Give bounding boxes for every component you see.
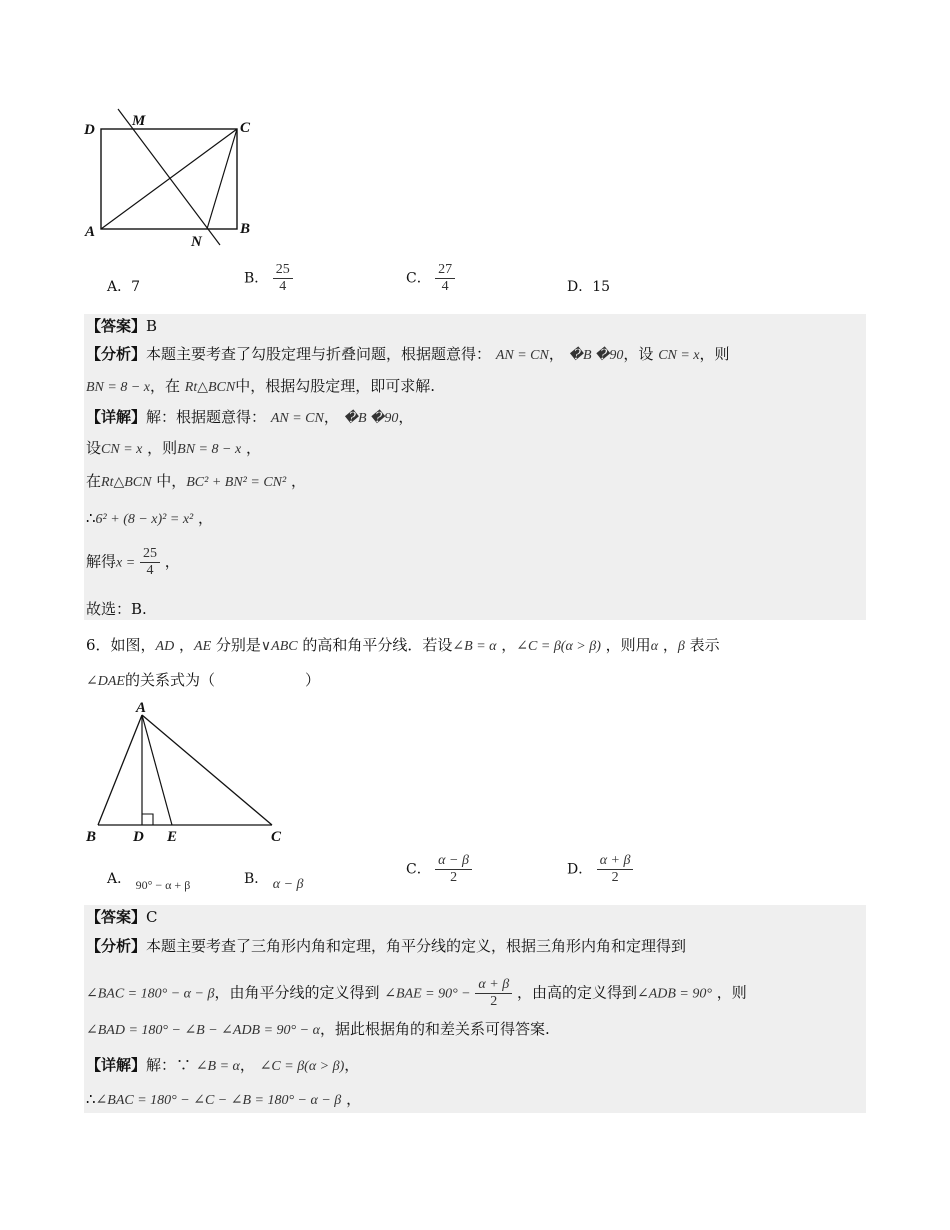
q6-analysis-line-2: ∠BAC = 180° − α − β，由角平分线的定义得到 ∠BAE = 90° − $\frac{\alpha + \beta}{2}$ ，由高的定义得到∠ADB = 90° ，则 (86, 977, 747, 1009)
q6-option-c[interactable]: C． $\frac{\alpha - \beta}{2}$ (406, 853, 472, 886)
q5-answer: 【答案】B (86, 317, 158, 335)
label-B: B (240, 221, 251, 237)
q5-analysis-line-2: BN = 8 − x，在 Rt△BCN中，根据勾股定理，即可求解. (86, 377, 436, 395)
label-A: A (136, 700, 147, 716)
q5-analysis-line-1: 【分析】本题主要考查了勾股定理与折叠问题，根据题意得： AN = CN， �B �90，设 CN = x，则 (86, 345, 730, 363)
q6-answer: 【答案】C (86, 908, 158, 926)
label-C: C (271, 829, 282, 845)
q6-option-d[interactable]: D． $\frac{\alpha + \beta}{2}$ (567, 853, 633, 886)
q5-option-c[interactable]: C． $\frac{27}{4}$ (406, 262, 455, 295)
q5-option-d[interactable]: D．15 (567, 279, 611, 295)
q6-detail-line-1: 【详解】解：∵ ∠B = α， ∠C = β(α > β)， (86, 1056, 360, 1074)
label-D: D (133, 829, 144, 845)
q6-option-b[interactable]: B． α − β (244, 871, 304, 892)
triangle-figure (80, 695, 295, 850)
label-M: M (132, 113, 146, 129)
q5-detail-line-2: 设CN = x ，则BN = 8 − x ， (86, 439, 261, 457)
label-N: N (191, 234, 202, 250)
q6-stem-line-1: 6．如图，AD ，AE 分别是∨ABC 的高和角平分线．若设∠B = α ，∠C = β(α > β) ，则用α ，β 表示 (86, 636, 720, 654)
q6-detail-line-2: ∴∠BAC = 180° − ∠C − ∠B = 180° − α − β ， (86, 1090, 362, 1108)
rectangle-fold-figure (80, 105, 270, 250)
q5-detail-line-6: 故选：B. (86, 600, 147, 618)
label-E: E (167, 829, 178, 845)
q6-option-a[interactable]: A． 90° − α + β (107, 871, 191, 892)
q5-option-b[interactable]: B． $\frac{25}{4}$ (244, 262, 293, 295)
q5-detail-line-1: 【详解】解：根据题意得： AN = CN， �B �90， (86, 408, 414, 426)
label-B: B (86, 829, 97, 845)
q6-stem-line-2: ∠DAE的关系式为（ ） (86, 671, 320, 689)
q6-analysis-line-1: 【分析】本题主要考查了三角形内角和定理，角平分线的定义，根据三角形内角和定理得到 (86, 937, 687, 955)
q5-detail-line-4: ∴6² + (8 − x)² = x² ， (86, 509, 214, 527)
label-D: D (84, 122, 95, 138)
q5-option-a[interactable]: A．7 (107, 279, 141, 295)
q6-analysis-line-3: ∠BAD = 180° − ∠B − ∠ADB = 90° − α，据此根据角的和差关系可得答案. (86, 1020, 550, 1038)
label-C: C (240, 120, 251, 136)
label-A: A (85, 224, 96, 240)
q5-detail-line-3: 在Rt△BCN 中，BC² + BN² = CN² ， (86, 472, 306, 490)
q5-detail-line-5: 解得x = $\frac{25}{4}$ ， (86, 546, 180, 578)
